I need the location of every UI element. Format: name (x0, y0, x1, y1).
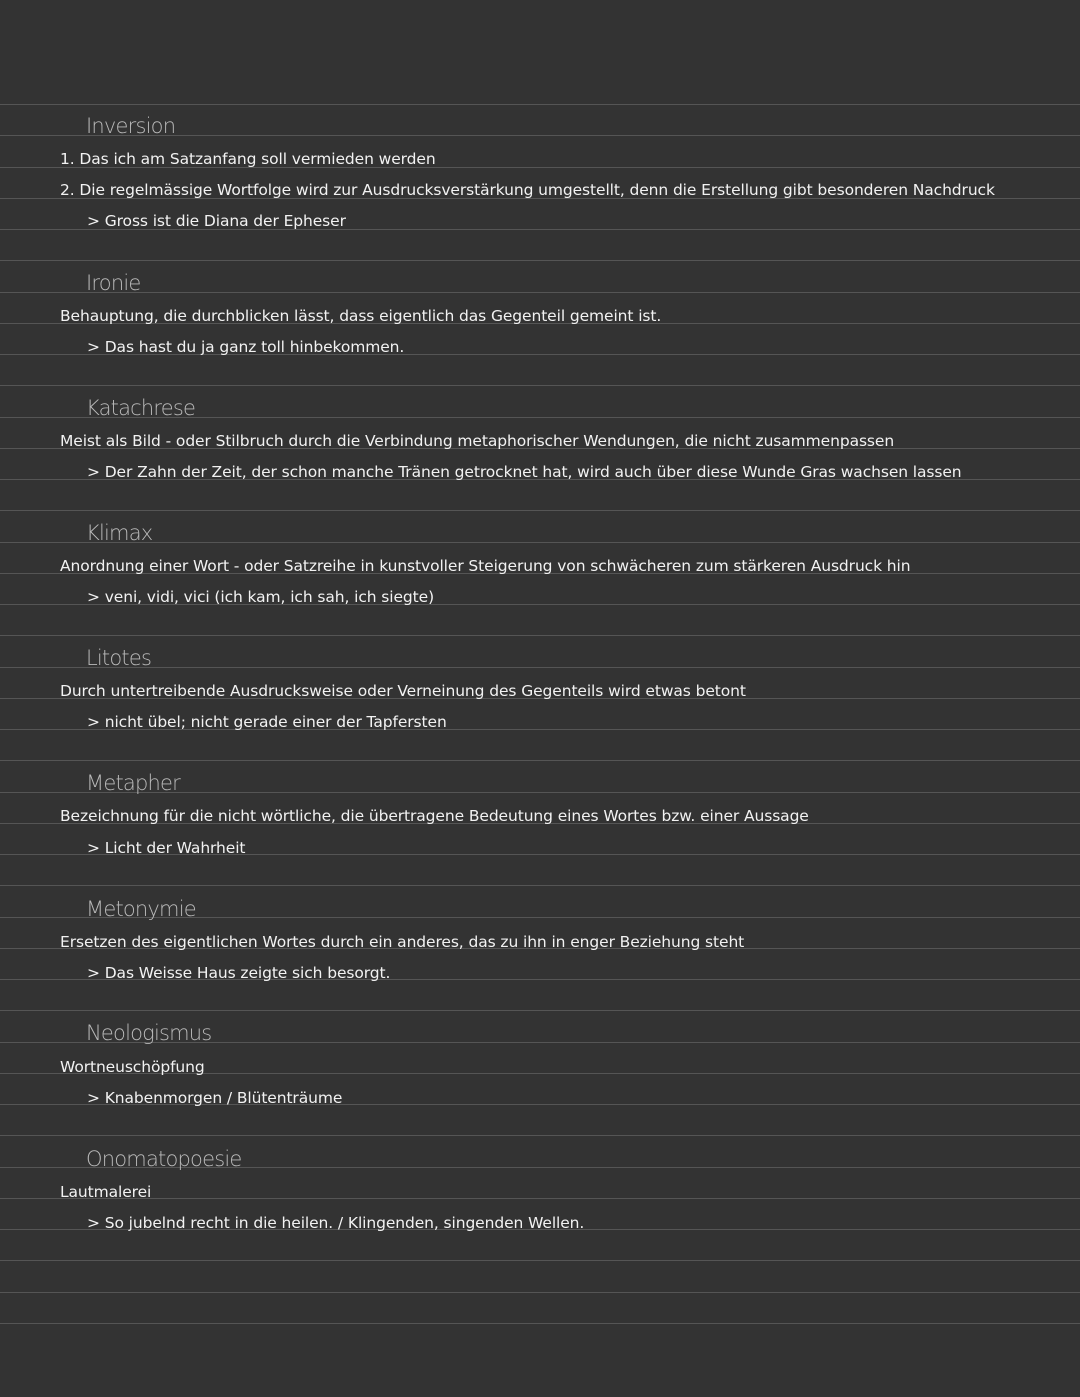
definition-line: Behauptung, die durchblicken lässt, dass eigentlich das Gegenteil gemeint ist. (60, 307, 662, 325)
example-line: > So jubelnd recht in die heilen. / Klingenden, singenden Wellen. (87, 1214, 585, 1232)
ruled-line (0, 667, 1080, 668)
definition-line: Durch untertreibende Ausdrucksweise oder Verneinung des Gegenteils wird etwas betont (60, 682, 746, 700)
example-line: > Knabenmorgen / Blütenträume (87, 1089, 343, 1107)
term-heading: Metonymie (86, 897, 196, 921)
ruled-line (0, 1010, 1080, 1011)
ruled-line (0, 885, 1080, 886)
ruled-line (0, 385, 1080, 386)
example-line: > veni, vidi, vici (ich kam, ich sah, ich siegte) (87, 588, 435, 606)
definition-line: Anordnung einer Wort - oder Satzreihe in kunstvoller Steigerung von schwächeren zum stärkeren Ausdruck hin (60, 557, 911, 575)
ruled-line (0, 260, 1080, 261)
definition-line: Wortneuschöpfung (60, 1058, 205, 1076)
example-line: > Licht der Wahrheit (87, 839, 246, 857)
example-line: > Der Zahn der Zeit, der schon manche Tränen getrocknet hat, wird auch über diese Wunde Gras wachsen lassen (87, 463, 962, 481)
term-heading: Inversion (86, 114, 176, 138)
definition-line: Ersetzen des eigentlichen Wortes durch ein anderes, das zu ihn in enger Beziehung steht (60, 933, 745, 951)
definition-line: Meist als Bild - oder Stilbruch durch die Verbindung metaphorischer Wendungen, die nicht zusammenpassen (60, 432, 895, 450)
ruled-line (0, 1198, 1080, 1199)
example-line: > Gross ist die Diana der Epheser (87, 212, 346, 230)
ruled-line (0, 1323, 1080, 1324)
ruled-line (0, 760, 1080, 761)
definition-line: Bezeichnung für die nicht wörtliche, die übertragene Bedeutung eines Wortes bzw. einer Aussage (60, 807, 809, 825)
ruled-line (0, 542, 1080, 543)
definition-line: Lautmalerei (60, 1183, 152, 1201)
term-heading: Metapher (86, 771, 180, 795)
term-heading: Litotes (86, 646, 152, 670)
ruled-line (0, 1135, 1080, 1136)
ruled-line (0, 104, 1080, 105)
example-line: > Das hast du ja ganz toll hinbekommen. (87, 338, 405, 356)
term-heading: Katachrese (86, 396, 196, 420)
ruled-line (0, 510, 1080, 511)
ruled-line (0, 1292, 1080, 1293)
definition-line: 1. Das ich am Satzanfang soll vermieden werden (60, 150, 436, 168)
ruled-line (0, 1260, 1080, 1261)
definition-line: 2. Die regelmässige Wortfolge wird zur Ausdrucksverstärkung umgestellt, denn die Erstellung gibt besonderen Nachdruck (60, 181, 995, 199)
term-heading: Onomatopoesie (86, 1147, 242, 1171)
term-heading: Neologismus (86, 1021, 212, 1045)
ruled-line (0, 635, 1080, 636)
term-heading: Klimax (86, 521, 153, 545)
example-line: > Das Weisse Haus zeigte sich besorgt. (87, 964, 391, 982)
ruled-line (0, 292, 1080, 293)
term-heading: Ironie (86, 271, 141, 295)
example-line: > nicht übel; nicht gerade einer der Tapfersten (87, 713, 447, 731)
